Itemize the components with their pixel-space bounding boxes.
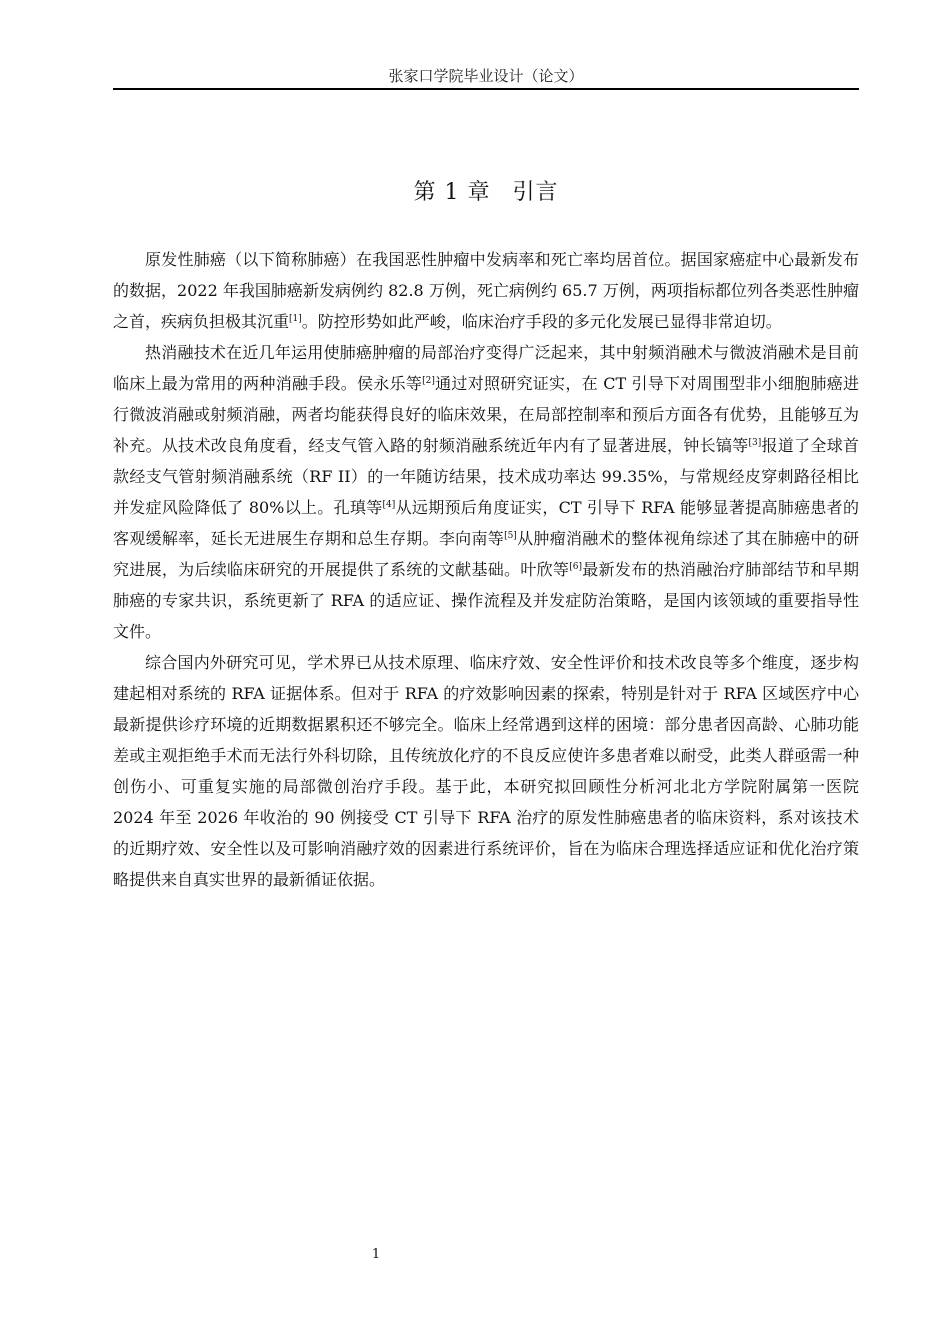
body-paragraph [113,647,859,895]
body-paragraph [113,244,859,337]
citation-marker: [1] [289,314,302,324]
paragraph-text: 原发性肺癌（以下简称肺癌）在我国恶性肿瘤中发病率和死亡率均居首位。据国家癌症中心最新发布的数据，2022 年我国肺癌新发病例约 82.8 万例，死亡病例约 65.7 万例，两项指标都位列各类恶性肿瘤之首，疾病负担极其沉重 [113,250,859,331]
paragraph-text: 。防控形势如此严峻，临床治疗手段的多元化发展已显得非常迫切。 [301,312,782,331]
citation-marker: [6] [569,562,582,572]
paragraph-text: 从远期预后角度证实，CT 引导下 RFA 能够显著提高肺癌患者的客观缓解率，延长无进展生存期和总生存期。李向南等 [113,498,859,548]
chapter-number: 第 1 章 [413,180,491,205]
citation-marker: [2] [422,376,435,386]
body-paragraph [113,337,859,647]
paragraph-text: 通过对照研究证实，在 CT 引导下对周围型非小细胞肺癌进行微波消融或射频消融，两者均能获得良好的临床效果，在局部控制率和预后方面各有优势，且能够互为补充。从技术改良角度看，经支气管入路的射频消融系统近年内有了显著进展，钟长镐等 [113,374,859,455]
paragraph-text: 报道了全球首款经支气管射频消融系统（RF II）的一年随访结果，技术成功率达 99.35%，与常规经皮穿刺路径相比并发症风险降低了 80%以上。孔瑱等 [113,436,859,517]
header-rule [113,88,859,90]
citation-marker: [5] [504,531,517,541]
body-text [113,244,859,895]
citation-marker: [3] [748,438,762,448]
chapter-heading [113,178,859,208]
paragraph-text: 从肿瘤消融术的整体视角综述了其在肺癌中的研究进展，为后续临床研究的开展提供了系统的文献基础。叶欣等 [113,529,859,579]
paragraph-text: 热消融技术在近几年运用使肺癌肿瘤的局部治疗变得广泛起来，其中射频消融术与微波消融术是目前临床上最为常用的两种消融手段。侯永乐等 [113,343,859,393]
paragraph-text: 最新发布的热消融治疗肺部结节和早期肺癌的专家共识，系统更新了 RFA 的适应证、操作流程及并发症防治策略，是国内该领域的重要指导性文件。 [113,560,859,641]
page-number: 1 [371,1247,381,1262]
running-header: 张家口学院毕业设计（论文） [388,67,584,85]
paragraph-text: 综合国内外研究可见，学术界已从技术原理、临床疗效、安全性评价和技术改良等多个维度，逐步构建起相对系统的 RFA 证据体系。但对于 RFA 的疗效影响因素的探索，特别是针对于 RFA 区域医疗中心最新提供诊疗环境的近期数据累积还不够完全。临床上经常遇到这样的困境：部分患者因高龄、心肺功能差或主观拒绝手术而无法行外科切除，且传统放化疗的不良反应使许多患者难以耐受，此类人群亟需一种创伤小、可重复实施的局部微创治疗手段。基于此，本研究拟回顾性分析河北北方学院附属第一医院 2024 年至 2026 年收治的 90 例接受 CT 引导下 RFA 治疗的原发性肺癌患者的临床资料，系对该技术的近期疗效、安全性以及可影响消融疗效的因素进行系统评价，旨在为临床合理选择适应证和优化治疗策略提供来自真实世界的最新循证依据。 [113,653,859,889]
citation-marker: [4] [382,500,396,510]
chapter-title: 引言 [512,180,559,205]
